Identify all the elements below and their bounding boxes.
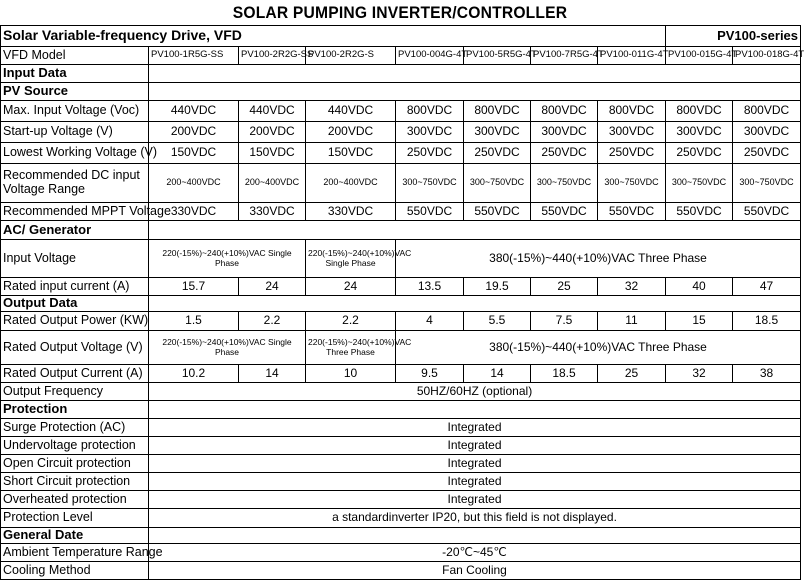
value-cell: 14 xyxy=(239,365,306,383)
table-row xyxy=(1,164,801,203)
model-cell: PV100-2R2G-SS xyxy=(239,47,306,65)
value-cell: 800VDC xyxy=(396,101,464,122)
value-cell: 550VDC xyxy=(598,203,666,221)
row-label: Recommended DC input Voltage Range xyxy=(1,164,149,203)
value-cell: 19.5 xyxy=(464,278,531,296)
value-cell: 25 xyxy=(531,278,598,296)
value-cell: 300~750VDC xyxy=(396,164,464,203)
model-cell: PV100-011G-4T xyxy=(598,47,666,65)
value-cell: 800VDC xyxy=(464,101,531,122)
row-label: Ambient Temperature Range xyxy=(1,544,149,562)
value-cell: Integrated xyxy=(149,491,801,509)
value-cell: 440VDC xyxy=(149,101,239,122)
section-row xyxy=(1,296,801,312)
value-cell: 18.5 xyxy=(531,365,598,383)
value-cell: 550VDC xyxy=(464,203,531,221)
value-cell: 220(-15%)~240(+10%)VAC Three Phase xyxy=(306,331,396,365)
value-cell: 250VDC xyxy=(464,143,531,164)
value-cell: Integrated xyxy=(149,473,801,491)
value-cell: 10.2 xyxy=(149,365,239,383)
value-cell xyxy=(149,401,801,419)
spec-table xyxy=(0,25,804,580)
value-cell: 4 xyxy=(396,312,464,331)
value-cell: 200VDC xyxy=(306,122,396,143)
value-cell: 150VDC xyxy=(306,143,396,164)
series-label: PV100-series xyxy=(666,26,801,47)
section-row xyxy=(1,221,801,240)
value-cell: 220(-15%)~240(+10%)VAC Single Phase xyxy=(149,331,306,365)
value-cell: 380(-15%)~440(+10%)VAC Three Phase xyxy=(396,331,801,365)
value-cell: 150VDC xyxy=(239,143,306,164)
table-row xyxy=(1,47,801,65)
value-cell: 220(-15%)~240(+10%)VAC Single Phase xyxy=(306,240,396,278)
table-row xyxy=(1,331,801,365)
table-row xyxy=(1,473,801,491)
row-label: AC/ Generator xyxy=(1,221,149,240)
value-cell: 800VDC xyxy=(531,101,598,122)
section-row xyxy=(1,401,801,419)
value-cell: 1.5 xyxy=(149,312,239,331)
value-cell: 10 xyxy=(306,365,396,383)
value-cell: 32 xyxy=(598,278,666,296)
model-cell: PV100-015G-4T xyxy=(666,47,733,65)
value-cell: 24 xyxy=(239,278,306,296)
row-label: Surge Protection (AC) xyxy=(1,419,149,437)
value-cell: 300VDC xyxy=(666,122,733,143)
table-row xyxy=(1,240,801,278)
row-label: Open Circuit protection xyxy=(1,455,149,473)
table-row xyxy=(1,562,801,580)
value-cell xyxy=(149,221,801,240)
row-label: Recommended MPPT Voltage xyxy=(1,203,149,221)
value-cell: 550VDC xyxy=(733,203,801,221)
value-cell: 300~750VDC xyxy=(666,164,733,203)
row-label: Rated Output Power (KW) xyxy=(1,312,149,331)
value-cell: -20℃~45℃ xyxy=(149,544,801,562)
value-cell: 800VDC xyxy=(598,101,666,122)
value-cell: 300VDC xyxy=(531,122,598,143)
row-label: Protection xyxy=(1,401,149,419)
value-cell: 330VDC xyxy=(149,203,239,221)
subtitle: Solar Variable-frequency Drive, VFD xyxy=(1,26,666,47)
value-cell: 14 xyxy=(464,365,531,383)
value-cell: 200~400VDC xyxy=(306,164,396,203)
value-cell: 250VDC xyxy=(666,143,733,164)
value-cell: 2.2 xyxy=(239,312,306,331)
value-cell: 300~750VDC xyxy=(598,164,666,203)
value-cell: 550VDC xyxy=(531,203,598,221)
value-cell: Fan Cooling xyxy=(149,562,801,580)
value-cell xyxy=(149,296,801,312)
row-label: General Date xyxy=(1,528,149,544)
value-cell: 300~750VDC xyxy=(733,164,801,203)
table-row xyxy=(1,143,801,164)
value-cell: 9.5 xyxy=(396,365,464,383)
value-cell: 5.5 xyxy=(464,312,531,331)
row-label: Overheated protection xyxy=(1,491,149,509)
row-label: Start-up Voltage (V) xyxy=(1,122,149,143)
value-cell: 2.2 xyxy=(306,312,396,331)
value-cell: 11 xyxy=(598,312,666,331)
value-cell: 250VDC xyxy=(733,143,801,164)
value-cell: 300~750VDC xyxy=(464,164,531,203)
row-label: Rated input current (A) xyxy=(1,278,149,296)
row-label: Protection Level xyxy=(1,509,149,528)
table-row xyxy=(1,122,801,143)
table-row xyxy=(1,491,801,509)
model-cell: PV100-2R2G-S xyxy=(306,47,396,65)
table-row xyxy=(1,544,801,562)
table-row xyxy=(1,419,801,437)
value-cell: 7.5 xyxy=(531,312,598,331)
value-cell: 550VDC xyxy=(666,203,733,221)
value-cell: 24 xyxy=(306,278,396,296)
row-label: Output Data xyxy=(1,296,149,312)
value-cell: 200VDC xyxy=(239,122,306,143)
value-cell: 15.7 xyxy=(149,278,239,296)
value-cell: 300VDC xyxy=(464,122,531,143)
value-cell: 380(-15%)~440(+10%)VAC Three Phase xyxy=(396,240,801,278)
value-cell: 38 xyxy=(733,365,801,383)
row-label: Short Circuit protection xyxy=(1,473,149,491)
model-cell: PV100-018G-4T xyxy=(733,47,801,65)
value-cell: 25 xyxy=(598,365,666,383)
value-cell: 250VDC xyxy=(531,143,598,164)
table-row xyxy=(1,509,801,528)
table-row xyxy=(1,437,801,455)
value-cell: Integrated xyxy=(149,437,801,455)
header-row xyxy=(1,26,801,47)
value-cell xyxy=(149,83,801,101)
row-label: Rated Output Current (A) xyxy=(1,365,149,383)
value-cell: 18.5 xyxy=(733,312,801,331)
table-row xyxy=(1,101,801,122)
model-cell: PV100-7R5G-4T xyxy=(531,47,598,65)
value-cell: 200VDC xyxy=(149,122,239,143)
table-row xyxy=(1,455,801,473)
value-cell xyxy=(149,528,801,544)
value-cell: 300VDC xyxy=(598,122,666,143)
value-cell: a standardinverter IP20, but this field is not displayed. xyxy=(149,509,801,528)
value-cell: 250VDC xyxy=(598,143,666,164)
value-cell: 47 xyxy=(733,278,801,296)
value-cell: 150VDC xyxy=(149,143,239,164)
row-label: Input Data xyxy=(1,65,149,83)
value-cell: 300~750VDC xyxy=(531,164,598,203)
value-cell: Integrated xyxy=(149,455,801,473)
value-cell: 200~400VDC xyxy=(239,164,306,203)
table-row xyxy=(1,383,801,401)
section-row xyxy=(1,65,801,83)
table-row xyxy=(1,312,801,331)
row-label: VFD Model xyxy=(1,47,149,65)
model-cell: PV100-5R5G-4T xyxy=(464,47,531,65)
value-cell: 200~400VDC xyxy=(149,164,239,203)
section-row xyxy=(1,83,801,101)
value-cell: 15 xyxy=(666,312,733,331)
value-cell: 250VDC xyxy=(396,143,464,164)
value-cell xyxy=(149,65,801,83)
value-cell: 13.5 xyxy=(396,278,464,296)
value-cell: 550VDC xyxy=(396,203,464,221)
section-row xyxy=(1,528,801,544)
row-label: Rated Output Voltage (V) xyxy=(1,331,149,365)
row-label: PV Source xyxy=(1,83,149,101)
model-cell: PV100-1R5G-SS xyxy=(149,47,239,65)
table-row xyxy=(1,203,801,221)
row-label: Max. Input Voltage (Voc) xyxy=(1,101,149,122)
value-cell: 220(-15%)~240(+10%)VAC Single Phase xyxy=(149,240,306,278)
row-label: Output Frequency xyxy=(1,383,149,401)
model-cell: PV100-004G-4T xyxy=(396,47,464,65)
row-label: Cooling Method xyxy=(1,562,149,580)
row-label: Input Voltage xyxy=(1,240,149,278)
value-cell: 40 xyxy=(666,278,733,296)
value-cell: 330VDC xyxy=(239,203,306,221)
row-label: Lowest Working Voltage (V) xyxy=(1,143,149,164)
page-title: SOLAR PUMPING INVERTER/CONTROLLER xyxy=(232,3,568,22)
row-label: Undervoltage protection xyxy=(1,437,149,455)
value-cell: Integrated xyxy=(149,419,801,437)
value-cell: 50HZ/60HZ (optional) xyxy=(149,383,801,401)
value-cell: 300VDC xyxy=(396,122,464,143)
value-cell: 800VDC xyxy=(733,101,801,122)
value-cell: 800VDC xyxy=(666,101,733,122)
value-cell: 300VDC xyxy=(733,122,801,143)
table-row xyxy=(1,365,801,383)
value-cell: 32 xyxy=(666,365,733,383)
table-row xyxy=(1,278,801,296)
value-cell: 440VDC xyxy=(306,101,396,122)
value-cell: 440VDC xyxy=(239,101,306,122)
value-cell: 330VDC xyxy=(306,203,396,221)
